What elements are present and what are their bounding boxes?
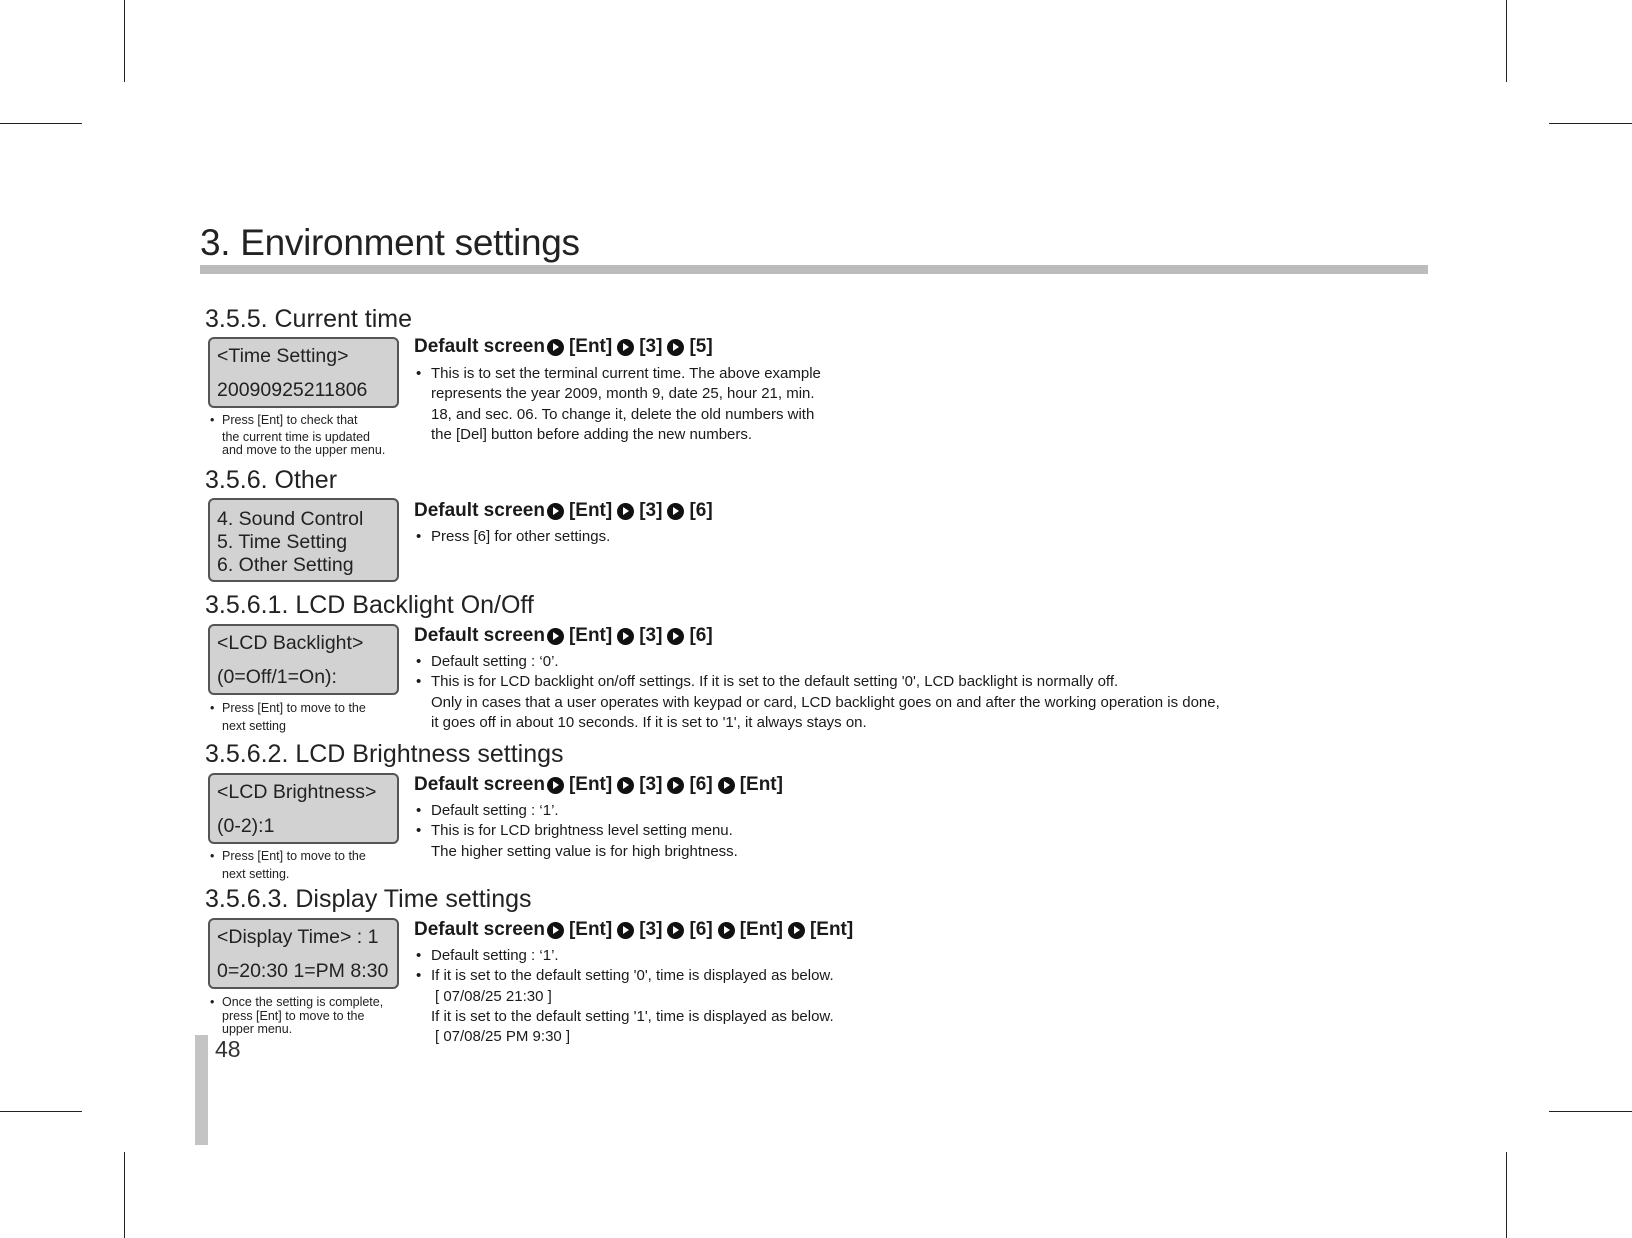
arrow-right-icon — [667, 339, 684, 356]
path-step: Default screen — [414, 500, 545, 521]
section-heading: 3.5.6.2. LCD Brightness settings — [205, 740, 564, 768]
arrow-right-icon — [667, 503, 684, 520]
note-line: press [Ent] to move to the — [222, 1008, 365, 1023]
navigation-path — [414, 774, 786, 796]
arrow-right-icon — [667, 922, 684, 939]
note-line: the current time is updated — [222, 429, 370, 444]
body-line: This is for LCD brightness level setting menu. — [431, 822, 733, 840]
body-line: represents the year 2009, month 9, date 25, hour 21, min. — [431, 385, 815, 403]
title-underline — [200, 265, 1428, 274]
path-step: [3] — [639, 774, 663, 795]
body-line: Default setting : ‘1’. — [431, 802, 559, 819]
lcd-display — [208, 773, 399, 844]
section-body: • Press [6] for other settings. — [416, 528, 611, 545]
body-line: Default setting : ‘1’. — [431, 947, 559, 964]
body-line: This is to set the terminal current time. The above example — [431, 365, 821, 382]
path-step: [Ent] — [568, 500, 613, 521]
path-step: [5] — [689, 336, 713, 357]
path-step: Default screen — [414, 919, 545, 940]
arrow-right-icon — [547, 628, 564, 645]
crop-mark — [1506, 1152, 1507, 1238]
arrow-right-icon — [788, 922, 805, 939]
section-heading: 3.5.6.1. LCD Backlight On/Off — [205, 591, 534, 619]
arrow-right-icon — [547, 922, 564, 939]
lcd-line: <Display Time> : 1 — [217, 926, 379, 948]
side-note: • Once the setting is complete, press [Ent] to move to the upper menu. — [210, 995, 384, 1036]
path-step: [6] — [689, 625, 713, 646]
body-line: Only in cases that a user operates with keypad or card, LCD backlight goes on and after the working operation is done, — [431, 693, 1220, 711]
path-step: [6] — [689, 919, 713, 940]
note-line: and move to the upper menu. — [222, 443, 386, 457]
arrow-right-icon — [718, 777, 735, 794]
body-line: The higher setting value is for high brightness. — [431, 842, 738, 860]
note-line: Press [Ent] to check that — [222, 413, 358, 427]
path-step: [Ent] — [568, 919, 613, 940]
body-line: 18, and sec. 06. To change it, delete the old numbers with — [431, 405, 815, 423]
body-line: If it is set to the default setting '1', time is displayed as below. — [431, 1007, 834, 1025]
lcd-line: (0=Off/1=On): — [217, 666, 337, 688]
section-body: • This is to set the terminal current time. The above example represents the year 2009, month 9, date 25, hour 21, min. 18, and sec. 06. To change it, delete the old numbers with the [Del] button before adding the new numbers. — [416, 364, 821, 445]
lcd-line: 20090925211806 — [217, 379, 368, 401]
lcd-line: <LCD Backlight> — [217, 632, 364, 654]
path-step: [Ent] — [739, 919, 783, 940]
section-heading: 3.5.5. Current time — [205, 305, 413, 333]
navigation-path — [414, 500, 716, 522]
body-line: This is for LCD backlight on/off settings. If it is set to the default setting '0', LCD backlight is normally off. — [431, 673, 1119, 691]
lcd-line: 5. Time Setting — [217, 531, 348, 553]
path-step: [3] — [639, 500, 663, 521]
path-step: [Ent] — [568, 625, 613, 646]
path-step: [3] — [639, 625, 663, 646]
path-step: [Ent] — [568, 336, 613, 357]
note-line: Press [Ent] to move to the — [222, 701, 366, 715]
crop-mark — [1549, 123, 1632, 124]
arrow-right-icon — [617, 503, 634, 520]
path-step: [3] — [639, 919, 663, 940]
crop-mark — [1549, 1111, 1632, 1112]
crop-mark — [124, 1152, 125, 1238]
body-line: If it is set to the default setting '0', time is displayed as below. — [431, 967, 834, 985]
body-line: [ 07/08/25 PM 9:30 ] — [435, 1028, 571, 1046]
crop-mark — [124, 0, 125, 82]
path-step: Default screen — [414, 336, 545, 357]
section-heading: 3.5.6.3. Display Time settings — [205, 885, 532, 913]
note-line: upper menu. — [222, 1022, 293, 1036]
arrow-right-icon — [547, 339, 564, 356]
arrow-right-icon — [617, 628, 634, 645]
path-step: [6] — [689, 774, 713, 795]
lcd-line: <Time Setting> — [217, 345, 349, 367]
body-line: Default setting : ‘0’. — [431, 653, 559, 670]
lcd-line: 0=20:30 1=PM 8:30 — [217, 960, 389, 982]
lcd-line: <LCD Brightness> — [217, 781, 377, 803]
lcd-display — [208, 918, 399, 989]
lcd-display — [208, 498, 399, 582]
path-step: [Ent] — [739, 774, 783, 795]
path-step: [6] — [689, 500, 713, 521]
navigation-path — [414, 625, 716, 647]
navigation-path — [414, 336, 716, 358]
lcd-display — [208, 624, 399, 695]
lcd-line: 4. Sound Control — [217, 508, 364, 530]
note-line: Once the setting is complete, — [222, 995, 384, 1009]
path-step: [3] — [639, 336, 663, 357]
body-line: [ 07/08/25 21:30 ] — [435, 987, 552, 1005]
lcd-line: 6. Other Setting — [217, 554, 354, 576]
note-line: next setting — [222, 718, 286, 733]
crop-mark — [1506, 0, 1507, 82]
path-step: Default screen — [414, 774, 545, 795]
navigation-path — [414, 919, 856, 941]
section-body: • Default setting : ‘1’. • This is for LCD brightness level setting menu. The higher setting value is for high brightness. — [416, 801, 738, 862]
arrow-right-icon — [547, 503, 564, 520]
section-body: • Default setting : ‘0’. • This is for LCD backlight on/off settings. If it is set to the default setting '0', LCD backlight is normally off. Only in cases that a user operates with keypad or card, LCD backlight goes on and after the working operation is done, it goes off in about 10 seconds. If it is set to '1', it always stays on. — [416, 652, 1220, 733]
path-step: [Ent] — [809, 919, 854, 940]
body-line: the [Del] button before adding the new numbers. — [431, 425, 753, 443]
body-line: Press [6] for other settings. — [431, 528, 611, 545]
arrow-right-icon — [667, 777, 684, 794]
path-step: Default screen — [414, 625, 545, 646]
crop-mark — [0, 1111, 82, 1112]
lcd-line: (0-2):1 — [217, 815, 275, 837]
arrow-right-icon — [547, 777, 564, 794]
note-line: next setting. — [222, 866, 290, 881]
note-line: Press [Ent] to move to the — [222, 849, 366, 863]
arrow-right-icon — [667, 628, 684, 645]
side-note: • Press [Ent] to check that the current time is updated and move to the upper menu. — [210, 413, 386, 457]
page-number: 48 — [215, 1036, 241, 1062]
side-note: • Press [Ent] to move to the next setting. — [210, 849, 366, 881]
lcd-display — [208, 337, 399, 408]
crop-mark — [0, 123, 82, 124]
arrow-right-icon — [718, 922, 735, 939]
arrow-right-icon — [617, 339, 634, 356]
body-line: it goes off in about 10 seconds. If it is set to '1', it always stays on. — [431, 713, 867, 731]
side-note: • Press [Ent] to move to the next setting — [210, 701, 366, 733]
arrow-right-icon — [617, 922, 634, 939]
page-number-bar — [195, 1035, 208, 1145]
arrow-right-icon — [617, 777, 634, 794]
section-heading: 3.5.6. Other — [205, 466, 338, 494]
section-body: • Default setting : ‘1’. • If it is set to the default setting '0', time is displayed as below. [ 07/08/25 21:30 ] If it is set to the default setting '1', time is displayed as below. [ 07/08/25 PM 9:30 ] — [416, 946, 834, 1047]
path-step: [Ent] — [568, 774, 613, 795]
page-title: 3. Environment settings — [200, 222, 580, 263]
